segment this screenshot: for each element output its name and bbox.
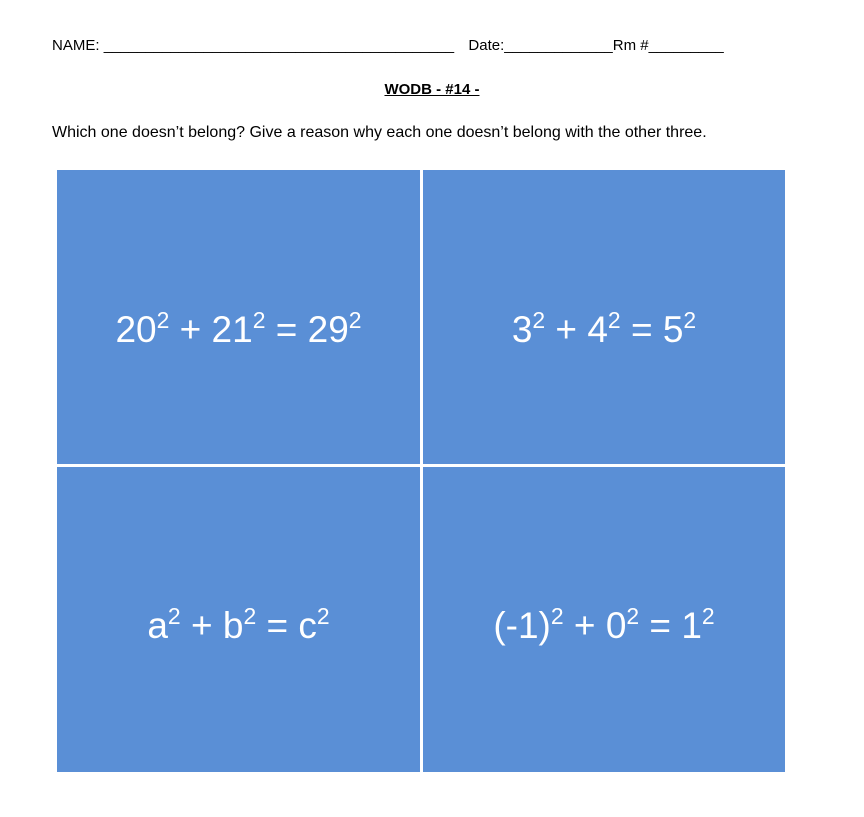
term: 4	[587, 309, 608, 350]
term: b	[222, 604, 244, 646]
operator: =	[639, 604, 682, 646]
exponent: 2	[156, 306, 170, 333]
title-text: WODB - #14 -	[384, 81, 480, 98]
operator: +	[545, 309, 588, 350]
operator: +	[180, 604, 223, 646]
operator: =	[256, 604, 299, 646]
tile-4[interactable]	[423, 467, 785, 772]
term: 20	[115, 309, 157, 350]
exponent: 2	[316, 602, 330, 629]
tile-2[interactable]	[423, 170, 785, 464]
exponent: 2	[683, 306, 697, 333]
exponent: 2	[626, 602, 640, 629]
term: c	[298, 604, 317, 646]
rm-blank[interactable]: _________	[648, 37, 724, 54]
worksheet-title	[0, 81, 864, 98]
term: 29	[307, 309, 349, 350]
exponent: 2	[167, 602, 181, 629]
equation-tile-1	[115, 306, 362, 351]
name-label: NAME:	[52, 37, 100, 54]
operator: =	[620, 309, 663, 350]
exponent: 2	[550, 602, 564, 629]
date-blank[interactable]: _____________	[504, 37, 613, 54]
instructions: Which one doesn’t belong? Give a reason why each one doesn’t belong with the other three.	[52, 124, 707, 141]
tile-3[interactable]	[57, 467, 420, 772]
exponent: 2	[348, 306, 362, 333]
term: 0	[605, 604, 627, 646]
operator: +	[563, 604, 606, 646]
equation-tile-2	[511, 306, 697, 351]
term: 21	[211, 309, 253, 350]
exponent: 2	[701, 602, 715, 629]
header-line	[52, 37, 724, 54]
exponent: 2	[252, 306, 266, 333]
rm-label: Rm #	[612, 37, 649, 54]
operator: +	[169, 309, 212, 350]
exponent: 2	[607, 306, 621, 333]
term: 3	[511, 309, 533, 350]
exponent: 2	[243, 602, 257, 629]
name-blank[interactable]: __________________________________________	[103, 37, 455, 54]
exponent: 2	[532, 306, 546, 333]
term: 1	[681, 604, 702, 646]
tile-1[interactable]	[57, 170, 420, 464]
equation-tile-4	[493, 602, 715, 647]
operator: =	[265, 309, 308, 350]
wodb-grid	[57, 170, 785, 772]
term: (-1)	[493, 604, 551, 646]
term: a	[147, 604, 168, 646]
equation-tile-3	[147, 602, 330, 647]
term: 5	[662, 309, 684, 350]
date-label: Date:	[468, 37, 505, 54]
